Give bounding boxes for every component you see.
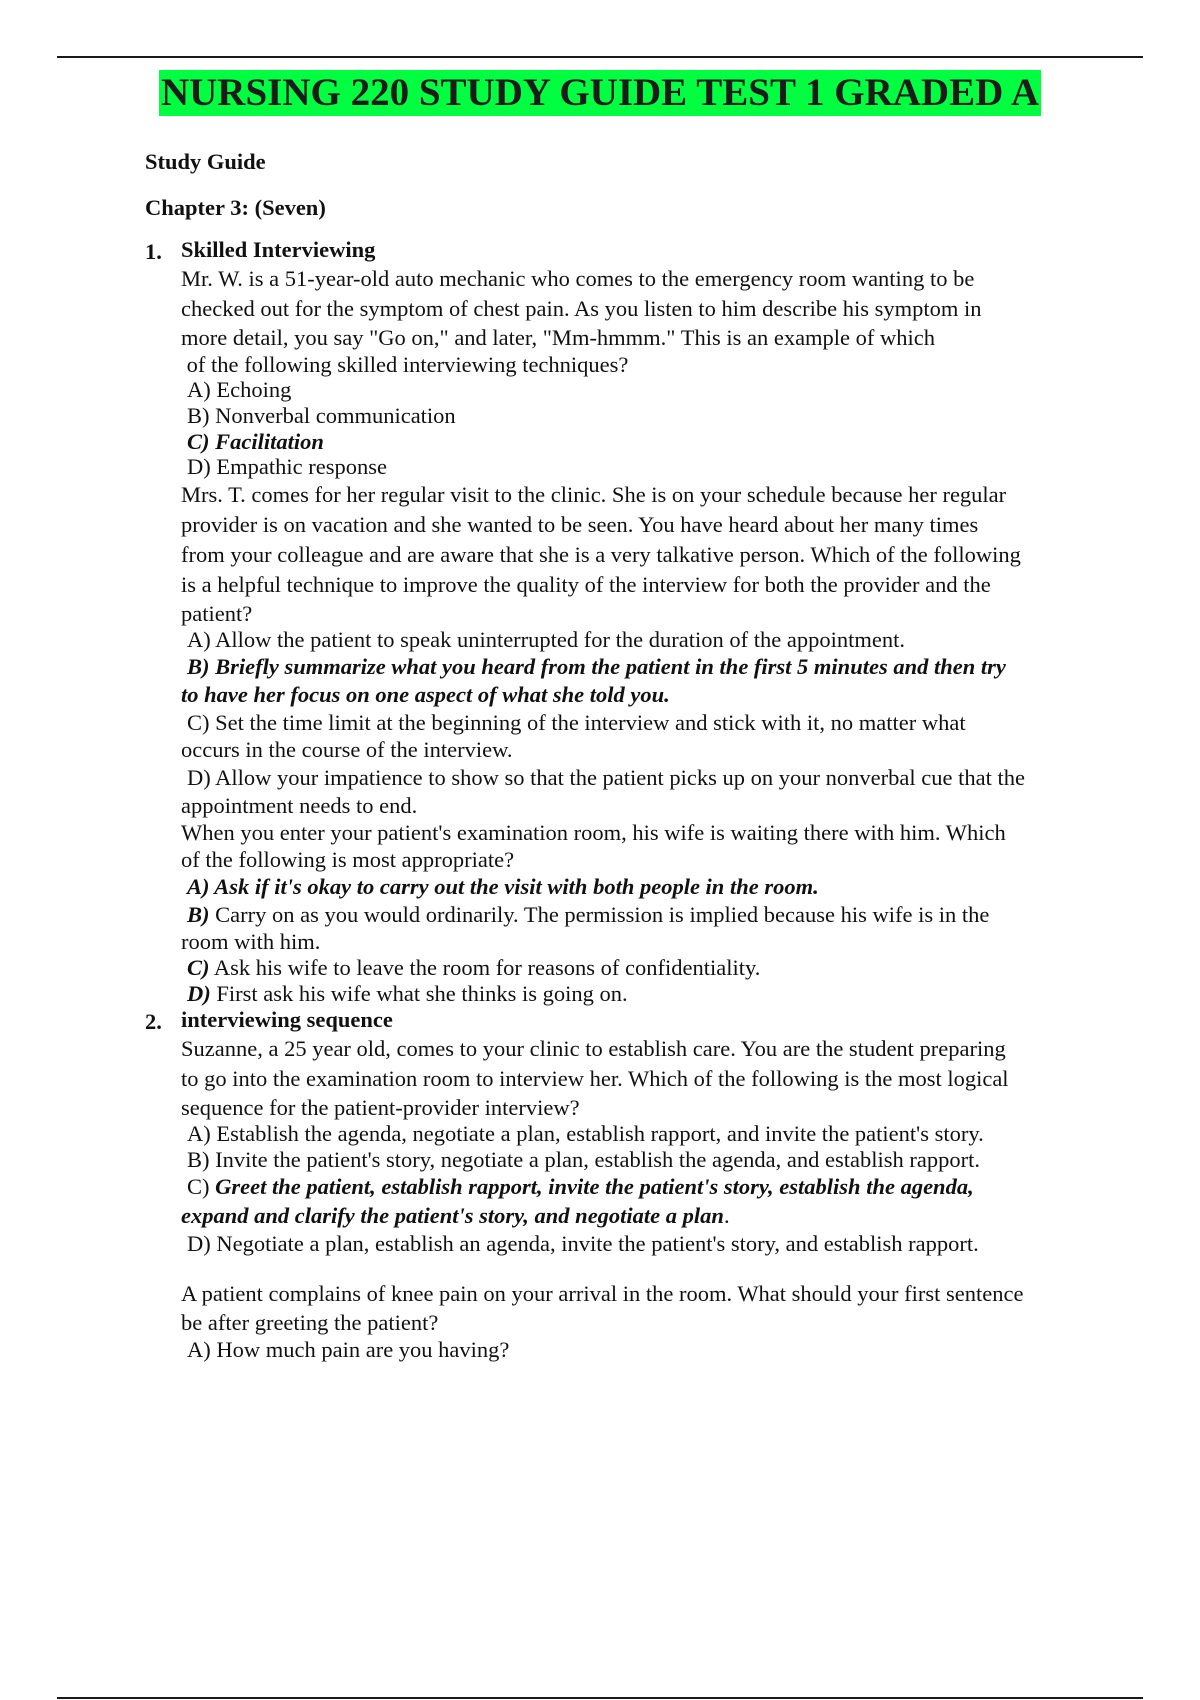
question-section-1	[145, 236, 1095, 1006]
question-stem-line: of the following skilled interviewing techniques?	[181, 352, 629, 377]
question-stem-line: more detail, you say "Go on," and later, "Mm-hmmm." This is an example of which	[181, 325, 936, 350]
option-period: .	[723, 1203, 730, 1228]
answer-option: A) Establish the agenda, negotiate a plan, establish rapport, and invite the patient's story.	[187, 1121, 984, 1146]
question-number: 1.	[145, 239, 162, 264]
question-topic: interviewing sequence	[181, 1007, 393, 1032]
answer-option: D) Empathic response	[187, 454, 387, 479]
correct-answer-text: expand and clarify the patient's story, and negotiate a plan	[181, 1203, 724, 1228]
question-number: 2.	[145, 1009, 162, 1034]
question-section-2	[145, 1006, 1095, 1364]
study-guide-heading: Study Guide	[145, 149, 266, 174]
question-stem-line: provider is on vacation and she wanted to be seen. You have heard about her many times	[181, 512, 979, 537]
answer-option-continuation: occurs in the course of the interview.	[181, 737, 513, 762]
question-stem-line: of the following is most appropriate?	[181, 847, 515, 872]
answer-option-continuation: room with him.	[181, 929, 321, 954]
correct-answer-text: Greet the patient, establish rapport, invite the patient's story, establish the agenda,	[209, 1174, 974, 1199]
question-stem-line: A patient complains of knee pain on your arrival in the room. What should your first sentence	[181, 1281, 1024, 1306]
question-item	[181, 819, 1095, 1006]
option-text: Ask his wife to leave the room for reasons of confidentiality.	[209, 955, 761, 980]
correct-answer-continuation: to have her focus on one aspect of what she told you.	[181, 682, 670, 707]
answer-option	[181, 900, 1095, 929]
question-stem-line: be after greeting the patient?	[181, 1310, 439, 1335]
option-letter: C)	[187, 955, 210, 980]
answer-option	[181, 981, 1095, 1006]
answer-option: D) Negotiate a plan, establish an agenda, invite the patient's story, and establish rapport.	[187, 1231, 979, 1256]
question-item	[181, 1279, 1095, 1364]
answer-option: A) Echoing	[187, 377, 292, 402]
answer-option: D) Allow your impatience to show so that the patient picks up on your nonverbal cue that the	[187, 765, 1025, 790]
answer-option: A) Allow the patient to speak uninterrupted for the duration of the appointment.	[187, 627, 905, 652]
question-item	[181, 1034, 1095, 1257]
document-body	[145, 146, 1095, 1364]
answer-option: B) Invite the patient's story, negotiate a plan, establish the agenda, and establish rapport.	[187, 1147, 980, 1172]
question-topic: Skilled Interviewing	[181, 237, 376, 262]
question-stem-line: to go into the examination room to interview her. Which of the following is the most logical	[181, 1066, 1009, 1091]
question-stem-line: sequence for the patient-provider interview?	[181, 1095, 580, 1120]
answer-option: B) Nonverbal communication	[187, 403, 456, 428]
question-stem-line: Mr. W. is a 51-year-old auto mechanic who comes to the emergency room wanting to be	[181, 266, 975, 291]
question-item	[181, 480, 1095, 819]
question-stem-line: Suzanne, a 25 year old, comes to your clinic to establish care. You are the student preparing	[181, 1036, 1006, 1061]
document-title: NURSING 220 STUDY GUIDE TEST 1 GRADED A	[160, 71, 1040, 114]
correct-answer-option: B) Briefly summarize what you heard from the patient in the first 5 minutes and then try	[187, 654, 1006, 679]
answer-option	[181, 1173, 1095, 1201]
question-stem-line: from your colleague and are aware that she is a very talkative person. Which of the following	[181, 542, 1021, 567]
answer-option	[181, 955, 1095, 981]
chapter-heading: Chapter 3: (Seven)	[145, 195, 326, 220]
title-block	[0, 70, 1200, 116]
answer-option-continuation	[181, 1201, 1095, 1231]
correct-answer-option: C) Facilitation	[187, 429, 324, 454]
option-text: First ask his wife what she thinks is going on.	[210, 981, 628, 1006]
question-stem-line: When you enter your patient's examination room, his wife is waiting there with him. Which	[181, 820, 1006, 845]
correct-answer-option: A) Ask if it's okay to carry out the visit with both people in the room.	[187, 874, 819, 899]
option-letter: C)	[187, 1174, 210, 1199]
question-stem-line: patient?	[181, 601, 253, 626]
option-letter: B)	[187, 902, 210, 927]
question-item	[181, 264, 1095, 480]
top-rule	[57, 56, 1143, 58]
question-stem-line: Mrs. T. comes for her regular visit to the clinic. She is on your schedule because her regular	[181, 482, 1007, 507]
answer-option: C) Set the time limit at the beginning of the interview and stick with it, no matter what	[187, 710, 966, 735]
spacer	[181, 1257, 1095, 1279]
option-letter: D)	[187, 981, 211, 1006]
answer-option-continuation: appointment needs to end.	[181, 793, 418, 818]
question-stem-line: is a helpful technique to improve the quality of the interview for both the provider and the	[181, 572, 991, 597]
option-text: Carry on as you would ordinarily. The permission is implied because his wife is in the	[209, 902, 990, 927]
question-stem-line: checked out for the symptom of chest pain. As you listen to him describe his symptom in	[181, 296, 982, 321]
answer-option: A) How much pain are you having?	[187, 1337, 510, 1362]
bottom-rule	[57, 1697, 1143, 1699]
